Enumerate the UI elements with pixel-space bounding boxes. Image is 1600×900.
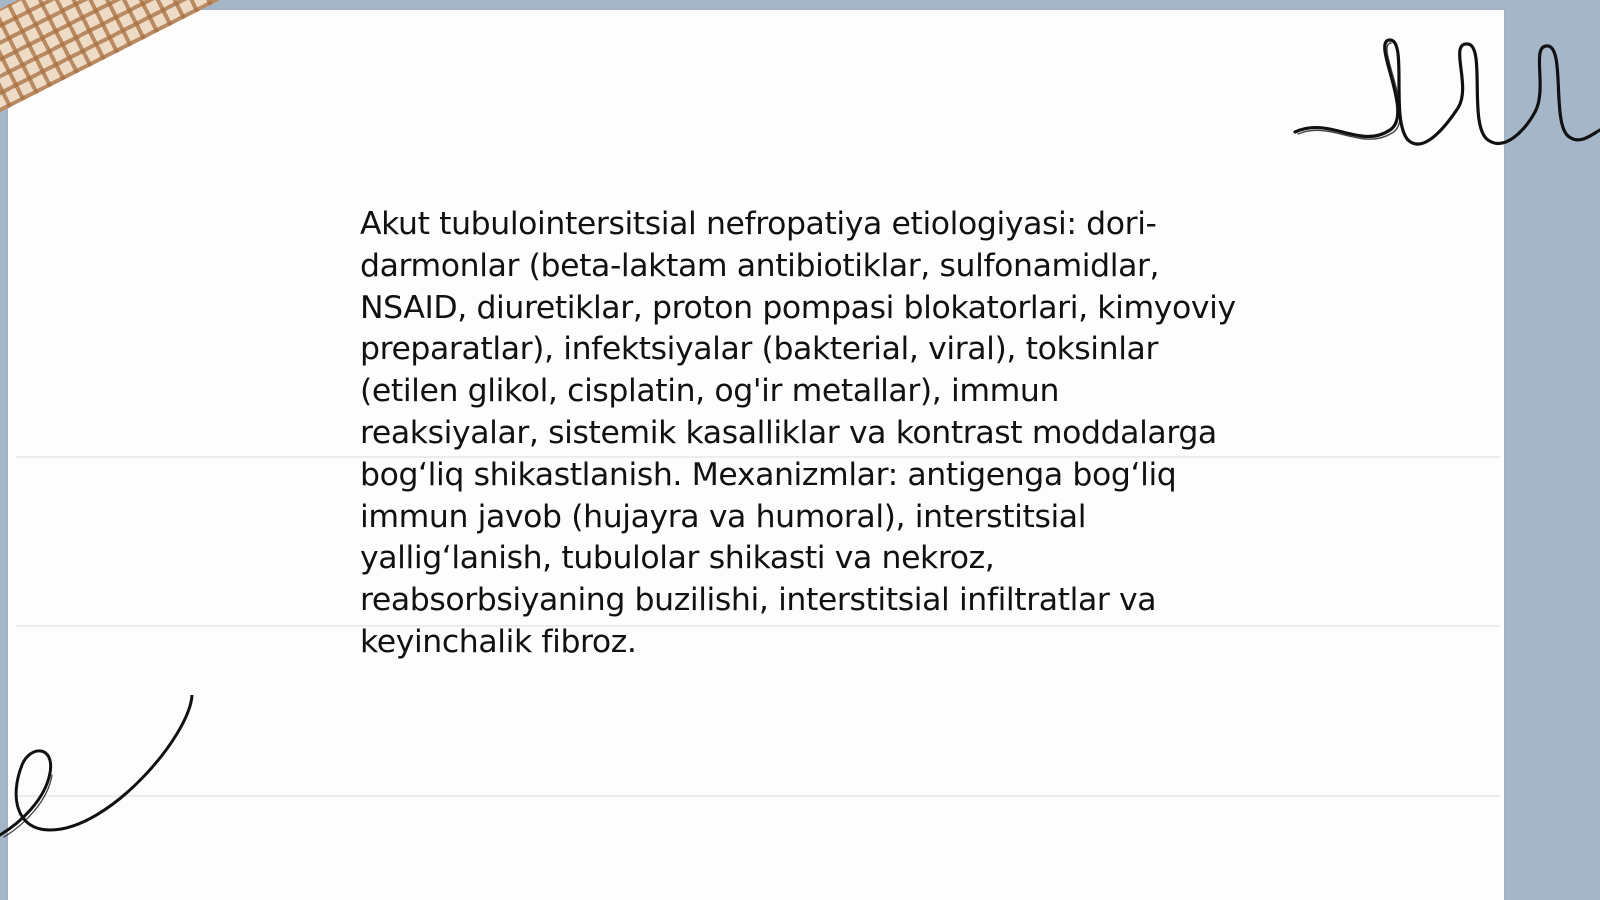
slide-body-text: Akut tubulointersitsial nefropatiya etiologiyasi: dori-darmonlar (beta-laktam antibiotiklar, sulfonamidlar, NSAID, diuretiklar, proton pompasi blokatorlari, kimyoviy preparatlar), infektsiyalar (bakterial, viral), toksinlar (etilen glikol, cisplatin, og'ir metallar), immun reaksiyalar, sistemik kasalliklar va kontrast moddalarga bog‘liq shikastlanish. Mexanizmlar: antigenga bog‘liq immun javob (hujayra va humoral), interstitsial yallig‘lanish, tubulolar shikasti va nekroz, reabsorbsiyaning buzilishi, interstitsial infiltratlar va keyinchalik fibroz. [360, 206, 1236, 660]
ruled-line [16, 795, 1500, 797]
